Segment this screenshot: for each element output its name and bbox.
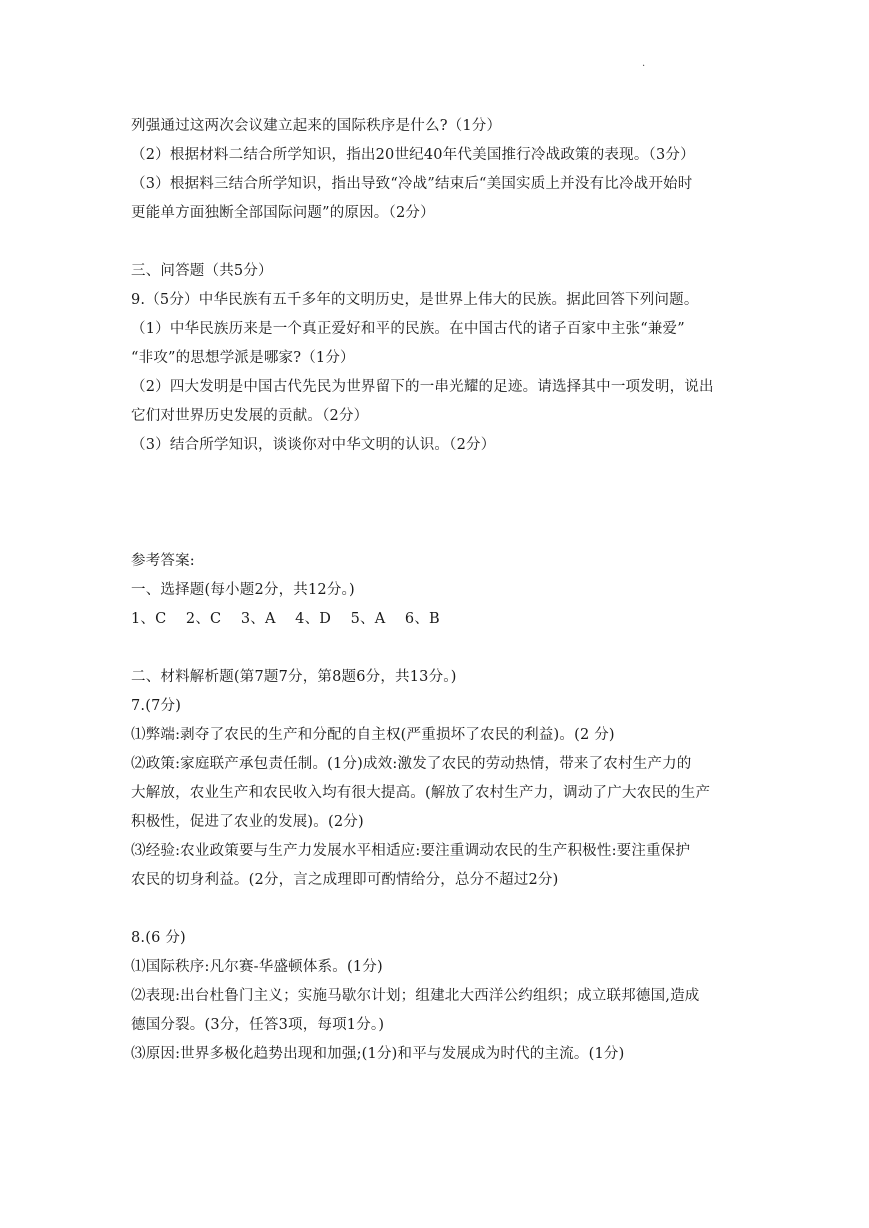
q8-part3-b: 更能单方面独断全部国际问题”的原因。（2分）	[131, 205, 435, 221]
answers-s1-title: 一、选择题(每小题2分，共12分。)	[131, 582, 355, 598]
answer8-part3: ⑶原因:世界多极化趋势出现和加强;(1分)和平与发展成为时代的主流。(1分)	[131, 1046, 625, 1062]
q9-part2-b: 它们对世界历史发展的贡献。（2分）	[131, 408, 369, 424]
answer7-part1: ⑴弊端:剥夺了农民的生产和分配的自主权(严重损坏了农民的利益)。(2 分)	[131, 727, 615, 743]
answer8-head: 8.(6 分)	[131, 930, 186, 946]
answer7-part3-a: ⑶经验:农业政策要与生产力发展水平相适应:要注重调动农民的生产积极性:要注重保护	[131, 843, 691, 859]
q9-part1-b: “非攻”的思想学派是哪家?（1分）	[131, 350, 355, 366]
answer7-part2-c: 积极性，促进了农业的发展)。(2分)	[131, 814, 364, 830]
q9-part3: （3）结合所学知识，谈谈你对中华文明的认识。（2分）	[131, 437, 496, 453]
answer7-part3-b: 农民的切身利益。(2分，言之成理即可酌情给分，总分不超过2分)	[131, 872, 559, 888]
q9-stem: 9.（5分）中华民族有五千多年的文明历史，是世界上伟大的民族。据此回答下列问题。	[131, 292, 699, 308]
answer7-head: 7.(7分)	[131, 698, 182, 714]
answer7-part2-a: ⑵政策:家庭联产承包责任制。(1分)成效:激发了农民的劳动热情，带来了农村生产力的	[131, 756, 692, 772]
answers-s2-title: 二、材料解析题(第7题7分，第8题6分，共13分。)	[131, 669, 457, 685]
answer8-part1: ⑴国际秩序:凡尔赛-华盛顿体系。(1分)	[131, 959, 383, 975]
answer8-part2-b: 德国分裂。(3分，任答3项，每项1分。)	[131, 1017, 385, 1033]
document-body	[131, 112, 741, 1069]
q8-part2: （2）根据材料二结合所学知识，指出20世纪40年代美国推行冷战政策的表现。（3分）	[131, 147, 695, 163]
q9-part1-a: （1）中华民族历来是一个真正爱好和平的民族。在中国古代的诸子百家中主张“兼爱”	[131, 321, 685, 337]
answer7-part2-b: 大解放，农业生产和农民收入均有很大提高。(解放了农村生产力，调动了广大农民的生产	[131, 785, 711, 801]
header-mark: .	[642, 58, 646, 69]
q9-part2-a: （2）四大发明是中国古代先民为世界留下的一串光耀的足迹。请选择其中一项发明，说出	[131, 379, 714, 395]
answers-s1-list: 1、C 2、C 3、A 4、D 5、A 6、B	[131, 611, 440, 627]
q8-line-cont: 列强通过这两次会议建立起来的国际秩序是什么?（1分）	[131, 118, 502, 134]
q8-part3-a: （3）根据料三结合所学知识，指出导致“冷战”结束后“美国实质上并没有比冷战开始时	[131, 176, 693, 192]
section3-title: 三、问答题（共5分）	[131, 263, 273, 279]
answers-title: 参考答案:	[131, 553, 195, 569]
answer8-part2-a: ⑵表现:出台杜鲁门主义；实施马歇尔计划；组建北大西洋公约组织；成立联邦德国,造成	[131, 988, 700, 1004]
